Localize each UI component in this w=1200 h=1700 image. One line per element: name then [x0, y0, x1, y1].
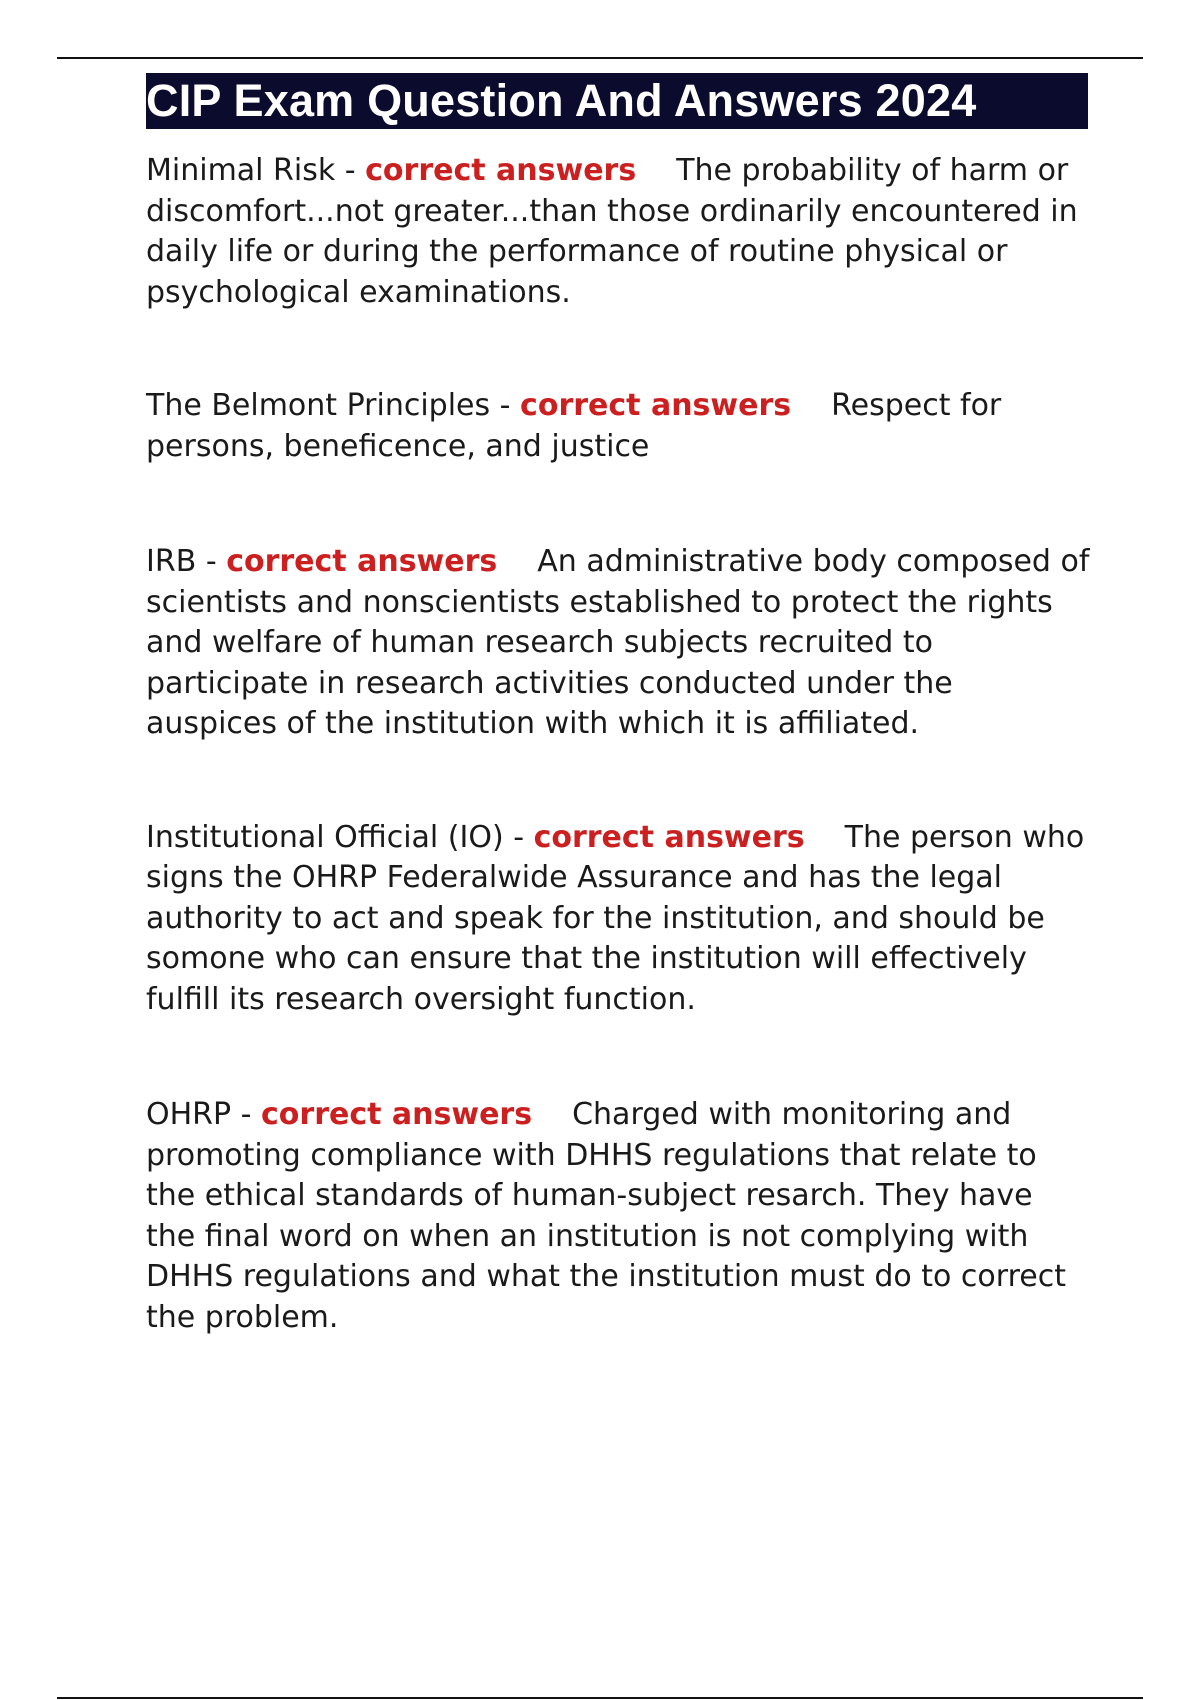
- qa-separator: -: [231, 1097, 262, 1132]
- qa-flag: correct answers: [520, 388, 792, 423]
- qa-term: Minimal Risk: [146, 153, 336, 188]
- document-body: [146, 73, 1088, 1338]
- qa-answer: Respect for persons, beneficence, and justice: [146, 388, 1002, 464]
- qa-term: The Belmont Principles: [146, 388, 491, 423]
- qa-flag: correct answers: [261, 1097, 533, 1132]
- qa-flag: correct answers: [533, 819, 805, 855]
- qa-flag: correct answers: [365, 153, 637, 188]
- qa-separator: -: [196, 544, 227, 579]
- qa-entry-belmont-principles: [146, 386, 1091, 467]
- qa-answer: The person who signs the OHRP Federalwide Assurance and has the legal authority to act and speak for the institution, and should be somone who can ensure that the institution will effectively fulfill its research oversight function.: [146, 819, 1085, 1017]
- qa-term: IRB: [146, 544, 197, 579]
- title-banner: [146, 73, 1088, 129]
- qa-term: OHRP: [146, 1097, 232, 1132]
- qa-term: Institutional Official (IO): [146, 819, 504, 855]
- qa-separator: -: [490, 388, 521, 423]
- document-title: CIP Exam Question And Answers 2024: [146, 75, 977, 126]
- qa-answer: An administrative body composed of scientists and nonscientists established to protect the rights and welfare of human research subjects recruited to participate in research activities conducted under the auspices of the institution with which it is affiliated.: [146, 544, 1090, 741]
- bottom-divider: [57, 1697, 1143, 1699]
- qa-flag: correct answers: [226, 544, 498, 579]
- top-divider: [57, 57, 1143, 59]
- qa-separator: -: [503, 819, 534, 855]
- qa-entry-irb: [146, 542, 1091, 745]
- qa-separator: -: [335, 153, 366, 188]
- qa-entry-ohrp: [146, 1095, 1091, 1338]
- qa-answer: The probability of harm or discomfort...not greater...than those ordinarily encountered in daily life or during the performance of routine physical or psychological examinations.: [146, 153, 1078, 310]
- qa-entry-minimal-risk: [146, 151, 1091, 313]
- qa-entry-institutional-official: [146, 818, 1091, 1021]
- qa-answer: Charged with monitoring and promoting compliance with DHHS regulations that relate to the ethical standards of human-subject resarch. They have the final word on when an institution is not complying with DHHS regulations and what the institution must do to correct the problem.: [146, 1097, 1066, 1335]
